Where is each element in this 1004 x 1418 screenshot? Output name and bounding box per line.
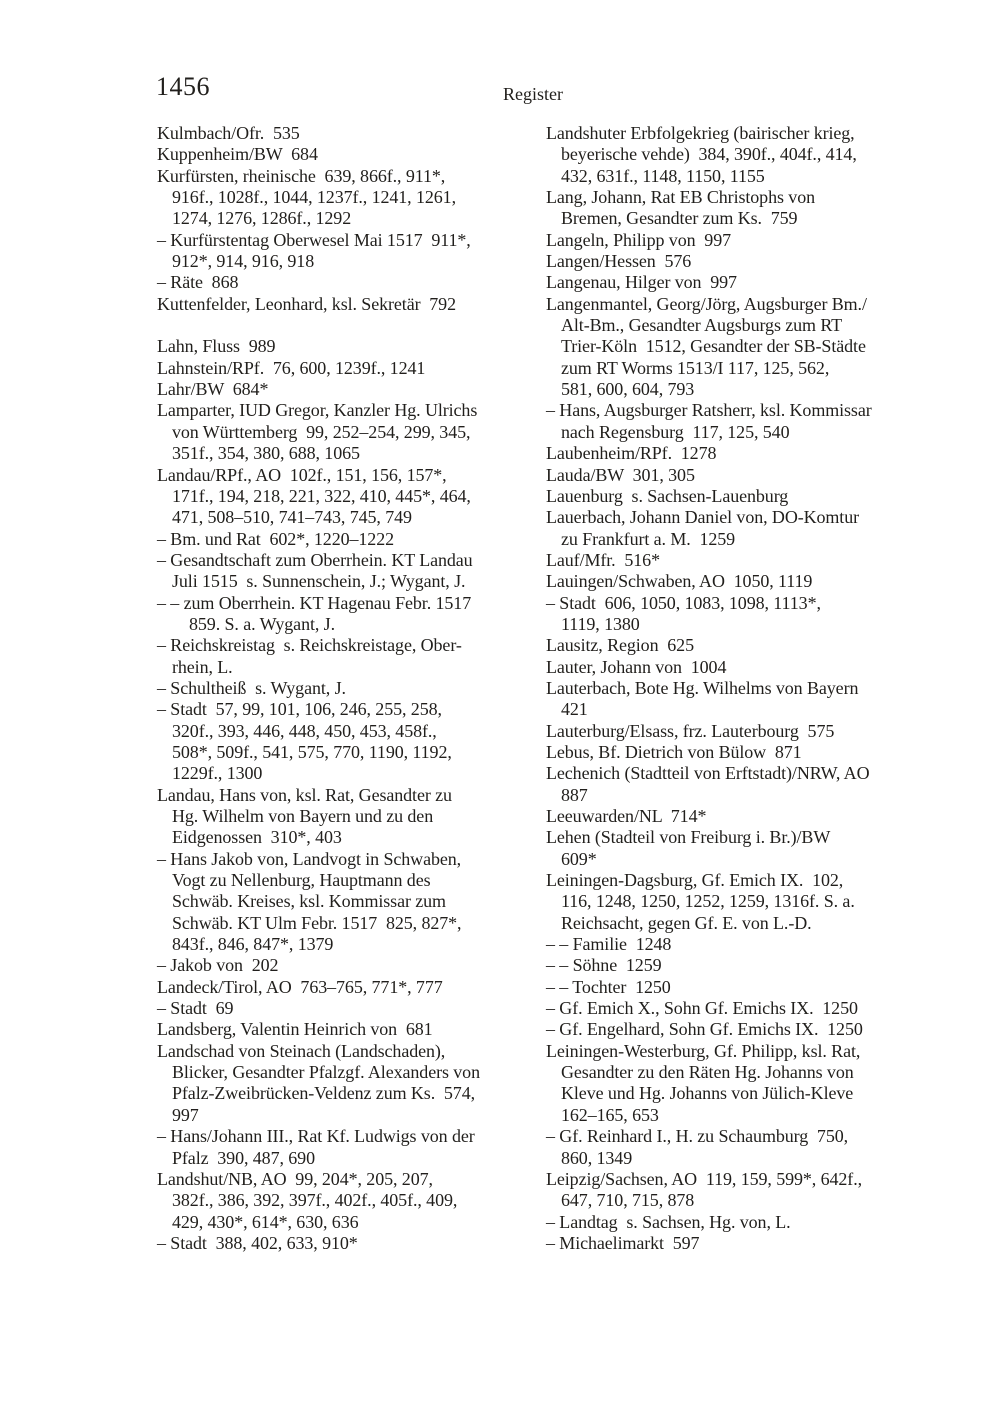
index-column-left xyxy=(157,123,529,1254)
index-line: – Gf. Engelhard, Sohn Gf. Emichs IX. 1250 xyxy=(546,1019,863,1040)
index-line: Lauenburg s. Sachsen-Lauenburg xyxy=(546,485,789,506)
index-line: Lauf/Mfr. 516* xyxy=(546,549,660,570)
index-line: Leipzig/Sachsen, AO 119, 159, 599*, 642f., xyxy=(546,1168,862,1189)
index-line: beyerische vehde) 384, 390f., 404f., 414, xyxy=(561,144,857,165)
index-line: Schwäb. KT Ulm Febr. 1517 825, 827*, xyxy=(172,912,462,933)
index-line: 471, 508–510, 741–743, 745, 749 xyxy=(172,507,412,528)
index-line: – Räte 868 xyxy=(157,272,239,293)
index-line: zum RT Worms 1513/I 117, 125, 562, xyxy=(561,357,830,378)
index-line: 508*, 509f., 541, 575, 770, 1190, 1192, xyxy=(172,741,452,762)
index-line: zu Frankfurt a. M. 1259 xyxy=(561,528,736,549)
page-number: 1456 xyxy=(156,72,210,101)
index-line: 887 xyxy=(561,784,588,805)
index-line: rhein, L. xyxy=(172,656,233,677)
index-column-right xyxy=(546,123,931,1254)
index-line: 320f., 393, 446, 448, 450, 453, 458f., xyxy=(172,720,437,741)
index-line: Landschad von Steinach (Landschaden), xyxy=(157,1040,446,1061)
index-line: Laubenheim/RPf. 1278 xyxy=(546,443,717,464)
index-line: 997 xyxy=(172,1104,199,1125)
index-line: Langeln, Philipp von 997 xyxy=(546,229,731,250)
running-head-title: Register xyxy=(503,84,563,104)
index-line: Lauerbach, Johann Daniel von, DO-Komtur xyxy=(546,507,860,528)
index-line: Reichsacht, gegen Gf. E. von L.-D. xyxy=(561,912,812,933)
index-line: – Reichskreistag s. Reichskreistage, Ober- xyxy=(157,635,462,656)
index-line: Kulmbach/Ofr. 535 xyxy=(157,123,300,143)
blank-line xyxy=(157,315,529,336)
index-line: Lausitz, Region 625 xyxy=(546,635,694,656)
index-line: 843f., 846, 847*, 1379 xyxy=(172,934,334,955)
index-line: Langenmantel, Georg/Jörg, Augsburger Bm./ xyxy=(546,293,867,314)
index-line: 916f., 1028f., 1044, 1237f., 1241, 1261, xyxy=(172,187,456,208)
index-line: – Kurfürstentag Oberwesel Mai 1517 911*, xyxy=(157,229,471,250)
index-line: – – Söhne 1259 xyxy=(546,955,662,976)
index-line: Lebus, Bf. Dietrich von Bülow 871 xyxy=(546,741,802,762)
index-line: Landeck/Tirol, AO 763–765, 771*, 777 xyxy=(157,976,443,997)
index-line: nach Regensburg 117, 125, 540 xyxy=(561,421,790,442)
index-line: 860, 1349 xyxy=(561,1147,633,1168)
index-line: – Hans Jakob von, Landvogt in Schwaben, xyxy=(157,848,462,869)
index-line: – Gf. Reinhard I., H. zu Schaumburg 750, xyxy=(546,1126,849,1147)
index-line: – – zum Oberrhein. KT Hagenau Febr. 1517 xyxy=(157,592,472,613)
index-line: Blicker, Gesandter Pfalzgf. Alexanders von xyxy=(172,1062,480,1083)
index-line: 581, 600, 604, 793 xyxy=(561,379,695,400)
index-line: Landau/RPf., AO 102f., 151, 156, 157*, xyxy=(157,464,447,485)
index-line: – Jakob von 202 xyxy=(157,955,279,976)
index-line: 647, 710, 715, 878 xyxy=(561,1190,695,1211)
index-line: Landau, Hans von, ksl. Rat, Gesandter zu xyxy=(157,784,452,805)
index-line: Leiningen-Westerburg, Gf. Philipp, ksl. Rat, xyxy=(546,1040,861,1061)
index-line: – Stadt 57, 99, 101, 106, 246, 255, 258, xyxy=(157,699,442,720)
index-line: Lahn, Fluss 989 xyxy=(157,336,276,357)
index-line: 429, 430*, 614*, 630, 636 xyxy=(172,1211,359,1232)
index-line: – Michaelimarkt 597 xyxy=(546,1232,700,1253)
index-line: 171f., 194, 218, 221, 322, 410, 445*, 464, xyxy=(172,485,471,506)
index-line: Lauda/BW 301, 305 xyxy=(546,464,695,485)
index-line: Bremen, Gesandter zum Ks. 759 xyxy=(561,208,798,229)
index-line: Trier-Köln 1512, Gesandter der SB-Städte xyxy=(561,336,866,357)
index-line: 382f., 386, 392, 397f., 402f., 405f., 409, xyxy=(172,1190,458,1211)
index-line: – Stadt 69 xyxy=(157,998,234,1019)
index-line: – Gf. Emich X., Sohn Gf. Emichs IX. 1250 xyxy=(546,998,858,1019)
index-line: Hg. Wilhelm von Bayern und zu den xyxy=(172,806,434,826)
index-line: von Württemberg 99, 252–254, 299, 345, xyxy=(172,421,471,442)
index-line: – Hans, Augsburger Ratsherr, ksl. Kommissar xyxy=(546,400,872,421)
index-line: Eidgenossen 310*, 403 xyxy=(172,827,342,848)
index-line: 1229f., 1300 xyxy=(172,763,263,784)
index-line: Kleve und Hg. Johanns von Jülich-Kleve xyxy=(561,1083,854,1104)
index-line: Leeuwarden/NL 714* xyxy=(546,806,707,826)
index-line: Alt-Bm., Gesandter Augsburgs zum RT xyxy=(561,315,843,336)
index-line: Lahnstein/RPf. 76, 600, 1239f., 1241 xyxy=(157,357,426,378)
index-line: Lehen (Stadteil von Freiburg i. Br.)/BW xyxy=(546,827,831,848)
index-line: Langen/Hessen 576 xyxy=(546,251,692,272)
index-line: Leiningen-Dagsburg, Gf. Emich IX. 102, xyxy=(546,870,844,891)
index-line: Lauterburg/Elsass, frz. Lauterbourg 575 xyxy=(546,720,835,741)
index-line: – Schultheiß s. Wygant, J. xyxy=(157,677,346,698)
index-line: Langenau, Hilger von 997 xyxy=(546,272,737,293)
index-line: 351f., 354, 380, 688, 1065 xyxy=(172,443,360,464)
index-line: Kurfürsten, rheinische 639, 866f., 911*, xyxy=(157,165,446,186)
index-line: Kuttenfelder, Leonhard, ksl. Sekretär 792 xyxy=(157,293,456,314)
index-line: Vogt zu Nellenburg, Hauptmann des xyxy=(172,870,431,891)
index-line: – – Tochter 1250 xyxy=(546,976,671,997)
index-line: Lechenich (Stadtteil von Erftstadt)/NRW, AO xyxy=(546,763,870,784)
index-line: Juli 1515 s. Sunnenschein, J.; Wygant, J. xyxy=(172,571,466,592)
index-line: 912*, 914, 916, 918 xyxy=(172,251,315,272)
index-line: Pfalz 390, 487, 690 xyxy=(172,1147,315,1168)
index-line: 609* xyxy=(561,848,597,869)
index-line: Lauingen/Schwaben, AO 1050, 1119 xyxy=(546,571,813,592)
index-line: Landshuter Erbfolgekrieg (bairischer krieg, xyxy=(546,123,855,143)
index-line: Lamparter, IUD Gregor, Kanzler Hg. Ulrichs xyxy=(157,400,478,421)
index-line: 162–165, 653 xyxy=(561,1104,659,1125)
index-line: 421 xyxy=(561,699,588,720)
index-line: – Bm. und Rat 602*, 1220–1222 xyxy=(157,528,395,549)
index-line: Schwäb. Kreises, ksl. Kommissar zum xyxy=(172,891,446,912)
index-line: Kuppenheim/BW 684 xyxy=(157,144,318,165)
index-line: Lauterbach, Bote Hg. Wilhelms von Bayern xyxy=(546,677,859,698)
index-line: Landsberg, Valentin Heinrich von 681 xyxy=(157,1019,433,1040)
index-line: 1119, 1380 xyxy=(561,613,640,634)
index-line: Pfalz-Zweibrücken-Veldenz zum Ks. 574, xyxy=(172,1083,475,1104)
index-line: 116, 1248, 1250, 1252, 1259, 1316f. S. a. xyxy=(561,891,855,912)
index-line: – Gesandtschaft zum Oberrhein. KT Landau xyxy=(157,549,473,570)
index-line: 859. S. a. Wygant, J. xyxy=(189,613,335,634)
index-line: – Stadt 606, 1050, 1083, 1098, 1113*, xyxy=(546,592,821,613)
index-line: Lang, Johann, Rat EB Christophs von xyxy=(546,187,815,208)
index-line: – Landtag s. Sachsen, Hg. von, L. xyxy=(546,1211,791,1232)
index-line: 432, 631f., 1148, 1150, 1155 xyxy=(561,165,765,186)
index-line: – Hans/Johann III., Rat Kf. Ludwigs von der xyxy=(157,1126,475,1147)
index-line: Lauter, Johann von 1004 xyxy=(546,656,727,677)
index-line: Gesandter zu den Räten Hg. Johanns von xyxy=(561,1062,854,1083)
index-line: – Stadt 388, 402, 633, 910* xyxy=(157,1232,358,1253)
index-line: Lahr/BW 684* xyxy=(157,379,269,400)
index-line: Landshut/NB, AO 99, 204*, 205, 207, xyxy=(157,1168,433,1189)
index-line: – – Familie 1248 xyxy=(546,934,672,955)
index-line: 1274, 1276, 1286f., 1292 xyxy=(172,208,352,229)
